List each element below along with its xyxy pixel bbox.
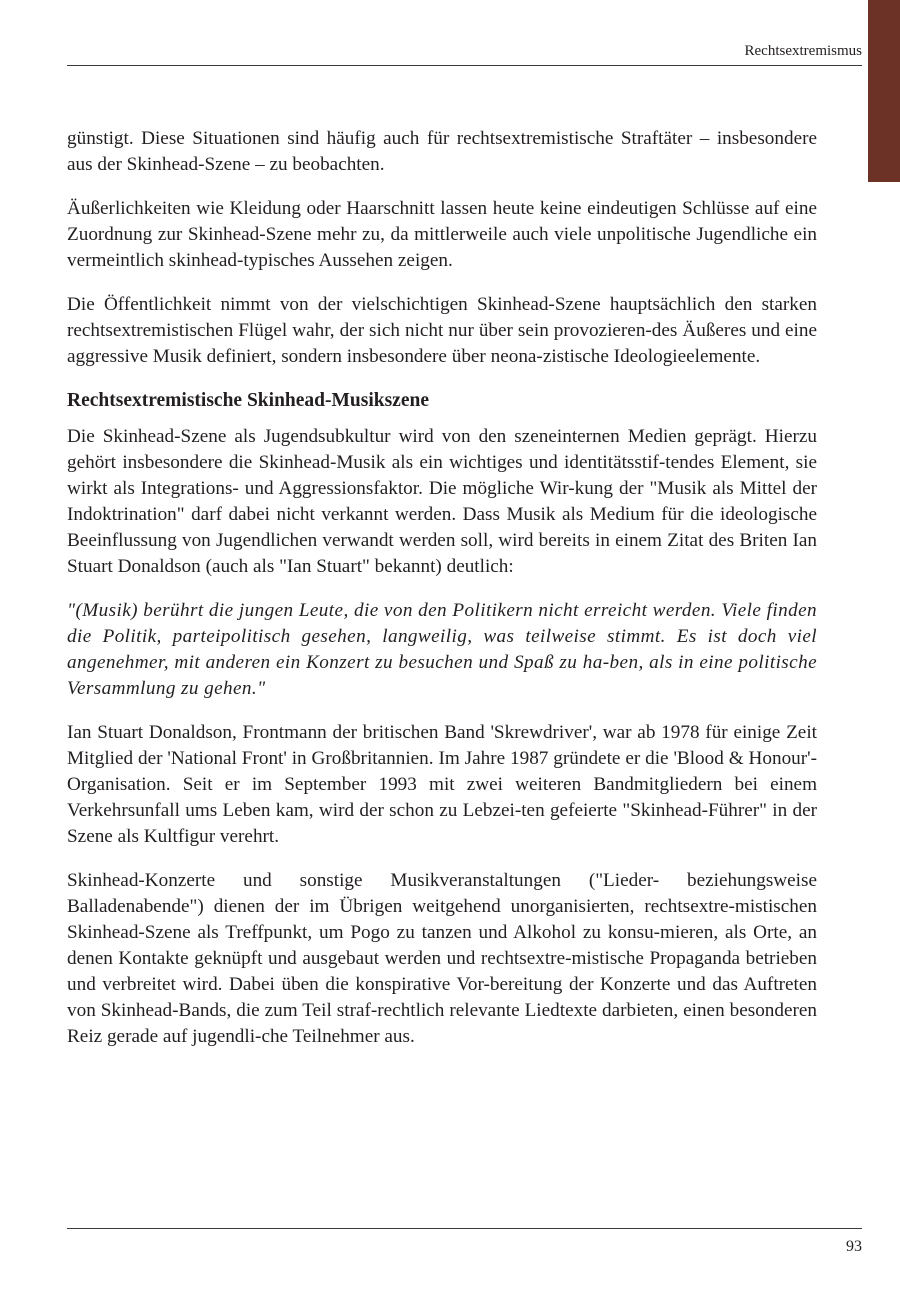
footer-rule [67,1228,862,1229]
body-paragraph: Äußerlichkeiten wie Kleidung oder Haarschnitt lassen heute keine eindeutigen Schlüsse auf eine Zuordnung zur Skinhead-Szene mehr zu, da mittlerweile auch viele unpolitische Jugendliche ein vermeintlich skinhead-typisches Aussehen zeigen. [67,198,817,271]
body-paragraph: Skinhead-Konzerte und sonstige Musikveranstaltungen ("Lieder- beziehungsweise Balladenabende") dienen der im Übrigen weitgehend unorganisierten, rechtsextre-mistischen Skinhead-Szene als Treffpunkt, um Pogo zu tanzen und Alkohol zu konsu-mieren, als Orte, an denen Kontakte geknüpft und ausgebaut werden und rechtsextre-mistische Propaganda betrieben und verbreitet wird. Dabei üben die konspirative Vor-bereitung der Konzerte und das Auftreten von Skinhead-Bands, die zum Teil straf-rechtlich relevante Liedtexte darbieten, einen besonderen Reiz gerade auf jugendli-che Teilnehmer aus. [67,870,817,1047]
block-quote: "(Musik) berührt die jungen Leute, die von den Politikern nicht erreicht werden. Viele finden die Politik, parteipolitisch gesehen, langweilig, was teilweise stimmt. Es ist doch viel angenehmer, mit anderen ein Konzert zu besuchen und Spaß zu ha-ben, als in eine politische Versammlung zu gehen." [67,600,817,699]
section-heading: Rechtsextremistische Skinhead-Musikszene [67,390,429,411]
body-paragraph: Ian Stuart Donaldson, Frontmann der britischen Band 'Skrewdriver', war ab 1978 für einige Zeit Mitglied der 'National Front' in Großbritannien. Im Jahre 1987 gründete er die 'Blood & Honour'-Organisation. Seit er im September 1993 mit zwei weiteren Bandmitgliedern bei einem Verkehrsunfall ums Leben kam, wird der schon zu Lebzei-ten gefeierte "Skinhead-Führer" in der Szene als Kultfigur verehrt. [67,722,817,847]
body-paragraph: Die Öffentlichkeit nimmt von der vielschichtigen Skinhead-Szene hauptsächlich den starken rechtsextremistischen Flügel wahr, der sich nicht nur über sein provozieren-des Äußeres und eine aggressive Musik definiert, sondern insbesondere über neona-zistische Ideologieelemente. [67,294,817,367]
page-number: 93 [846,1238,862,1255]
body-paragraph: günstigt. Diese Situationen sind häufig auch für rechtsextremistische Straftäter – insbesondere aus der Skinhead-Szene – zu beobachten. [67,128,817,175]
running-header-title: Rechtsextremismus [744,43,862,59]
body-paragraph: Die Skinhead-Szene als Jugendsubkultur wird von den szeneinternen Medien geprägt. Hierzu gehört insbesondere die Skinhead-Musik als ein wichtiges und identitätsstif-tendes Element, sie wirkt als Integrations- und Aggressionsfaktor. Die mögliche Wir-kung der "Musik als Mittel der Indoktrination" darf dabei nicht verkannt werden. Dass Musik als Medium für die ideologische Beeinflussung von Jugendlichen verwandt werden soll, wird bereits in einem Zitat des Briten Ian Stuart Donaldson (auch als "Ian Stuart" bekannt) deutlich: [67,426,817,577]
chapter-edge-tab [868,0,900,182]
header-rule [67,65,862,66]
page-body [67,126,817,1068]
